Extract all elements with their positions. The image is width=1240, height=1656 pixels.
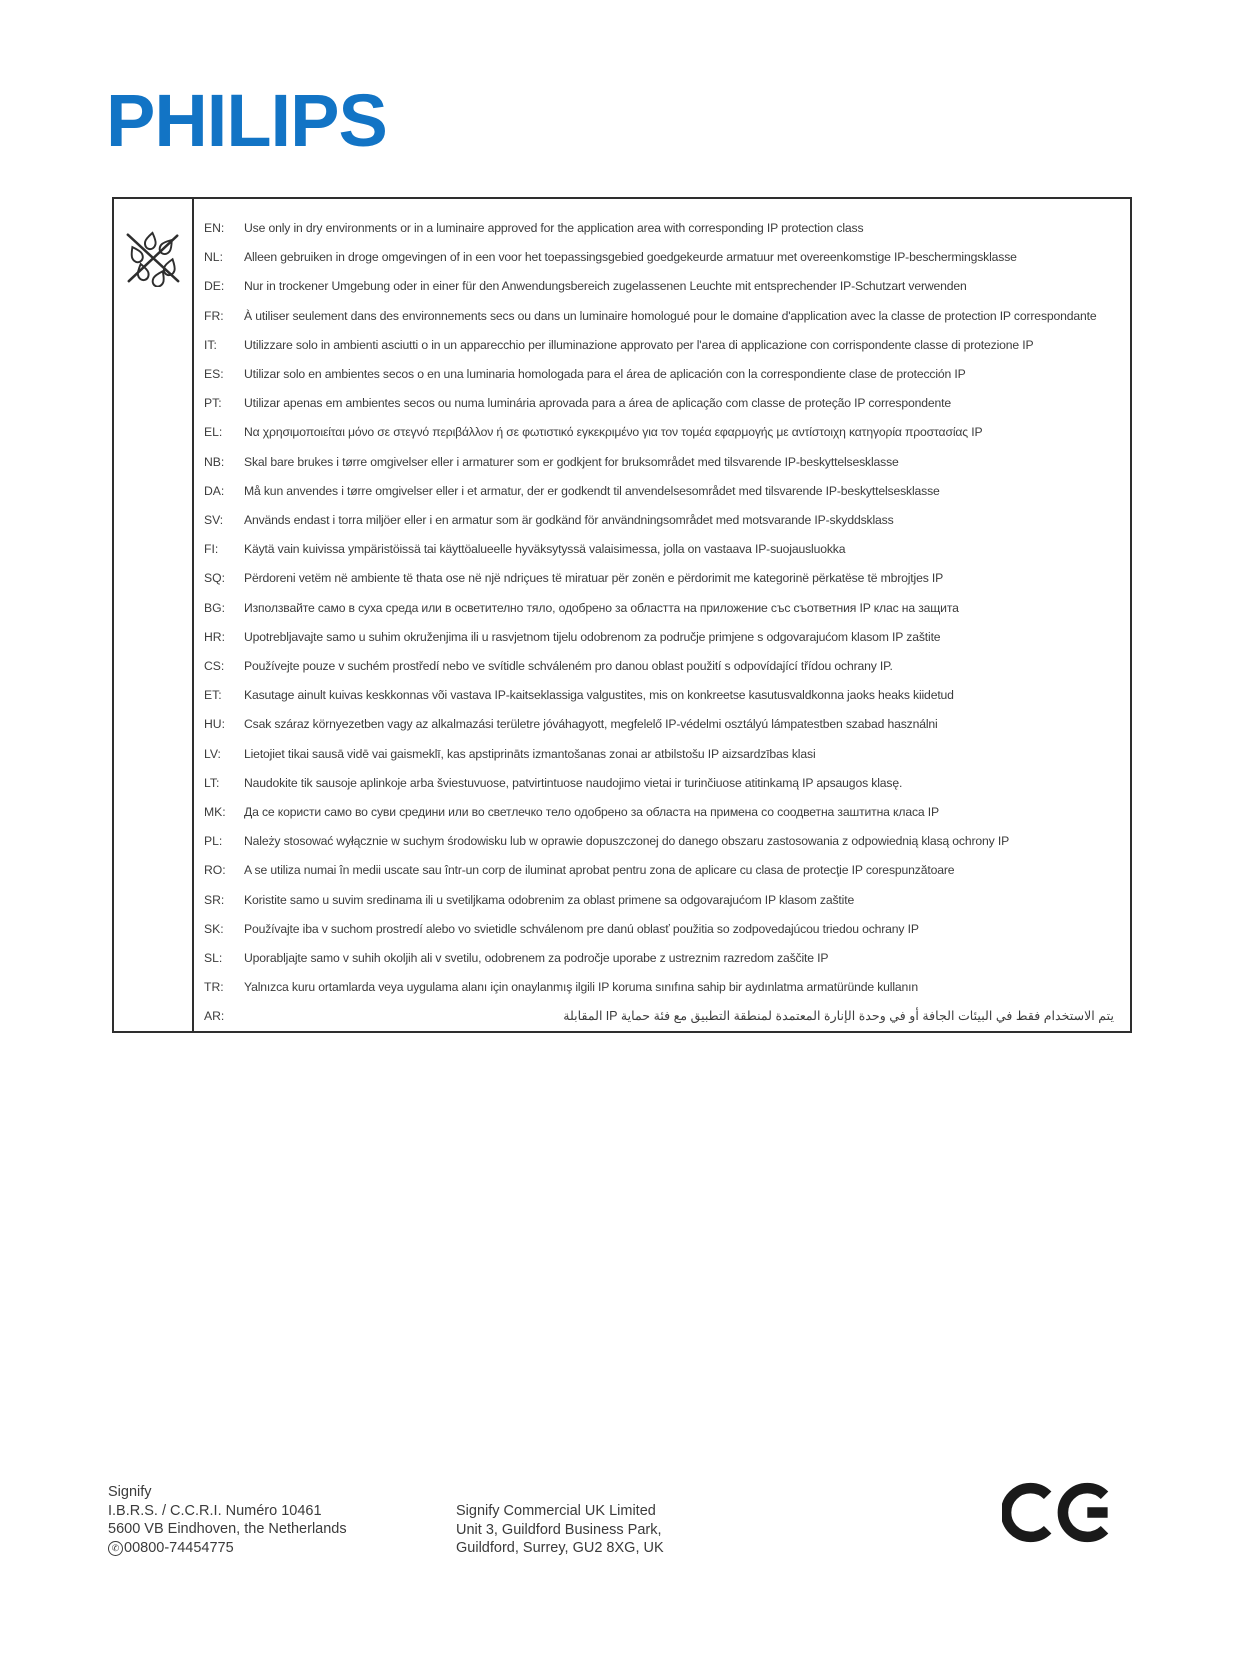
language-code: RO: <box>204 863 226 878</box>
language-code: EL: <box>204 425 223 440</box>
language-text: Používejte pouze v suchém prostředí nebo ve svítidle schváleném pro danou oblast použití s odpovídající třídou ochrany IP. <box>244 659 893 674</box>
language-text: Yalnızca kuru ortamlarda veya uygulama alanı için onaylanmış ilgili IP koruma sınıfına sahip bir aydınlatma armatüründe kullanın <box>244 980 919 995</box>
language-text: À utiliser seulement dans des environnements secs ou dans un luminaire homologué pour le domaine d'application avec la classe de protection IP correspondante <box>244 308 1097 323</box>
language-text: Përdoreni vetëm në ambiente të thata ose në një ndriçues të miratuar për zonën e përdorimit me kategorinë përkatëse të mbrojtjes IP <box>244 571 944 586</box>
language-code: SR: <box>204 892 225 907</box>
language-code: LV: <box>204 746 221 761</box>
table-row <box>204 448 1124 477</box>
table-row <box>204 681 1124 710</box>
language-text: Utilizzare solo in ambienti asciutti o in un apparecchio per illuminazione approvato per l'area di applicazione con corrispondente classe di protezione IP <box>244 337 1034 352</box>
language-text: Nur in trockener Umgebung oder in einer für den Anwendungsbereich zugelassenen Leuchte mit entsprechender IP-Schutzart verwenden <box>244 279 967 294</box>
table-row <box>204 798 1124 827</box>
table-row <box>204 915 1124 944</box>
language-code: SK: <box>204 921 224 936</box>
table-row <box>204 740 1124 769</box>
ibrs-line: I.B.R.S. / C.C.R.I. Numéro 10461 <box>108 1502 322 1519</box>
language-text: Utilizar solo en ambientes secos o en una luminaria homologada para el área de aplicación con la correspondiente clase de protección IP <box>244 367 966 382</box>
no-water-drops-icon <box>122 225 184 287</box>
language-text: Utilizar apenas em ambientes secos ou numa luminária aprovada para a área de aplicação com classe de proteção IP correspondente <box>244 396 951 411</box>
language-code: FR: <box>204 308 224 323</box>
language-code: DA: <box>204 483 225 498</box>
language-rows <box>194 199 1130 1031</box>
language-code: BG: <box>204 600 225 615</box>
language-text: Upotrebljavajte samo u suhim okruženjima ili u rasvjetnom tijelu odobrenom za područje primjene s odgovarajućom klasom IP zaštite <box>244 629 941 644</box>
footer-address-uk <box>456 1502 664 1558</box>
table-row <box>204 243 1124 272</box>
language-text: Use only in dry environments or in a luminaire approved for the application area with corresponding IP protection class <box>244 221 864 235</box>
language-code: SV: <box>204 513 224 528</box>
language-code: PT: <box>204 396 222 411</box>
table-row <box>204 418 1124 447</box>
language-code: TR: <box>204 980 224 995</box>
city-line: 5600 VB Eindhoven, the Netherlands <box>108 1521 347 1538</box>
table-row <box>204 214 1124 243</box>
phone-number: 00800-74454775 <box>124 1539 234 1556</box>
phone-line <box>108 1539 347 1558</box>
language-text: Må kun anvendes i tørre omgivelser eller i et armatur, der er godkendt til anvendelsesområdet med tilsvarende IP-beskyttelsesklasse <box>244 483 940 498</box>
language-code: EN: <box>204 221 225 235</box>
language-code: FI: <box>204 542 219 557</box>
language-code: IT: <box>204 337 217 352</box>
language-code: PL: <box>204 834 223 849</box>
language-text: Koristite samo u suvim sredinama ili u svetiljkama odobrenim za oblast primene sa odgovarajućom IP klasom zaštite <box>244 892 855 907</box>
language-text: Kasutage ainult kuivas keskkonnas või vastava IP-kaitseklassiga valgustites, mis on konkreetse kasutusvaldkonna jaoks heaks kiidetud <box>244 688 954 703</box>
language-text: Používajte iba v suchom prostredí alebo vo svietidle schválenom pre danú oblasť použitia so zodpovedajúcou triedou ochrany IP <box>244 921 919 936</box>
table-row <box>204 564 1124 593</box>
table-row <box>204 973 1124 1002</box>
table-row <box>204 535 1124 564</box>
language-code: ET: <box>204 688 222 703</box>
language-text: Csak száraz környezetben vagy az alkalmazási területre jóváhagyott, megfelelő IP-védelmi osztályú lámpatestben szabad használni <box>244 717 938 732</box>
table-row <box>204 710 1124 739</box>
table-row <box>204 272 1124 301</box>
language-text: Uporabljajte samo v suhih okoljih ali v svetilu, odobrenem za področje uporabe z ustreznim razredom zaščite IP <box>244 951 829 966</box>
phone-icon: ✆ <box>108 1541 123 1556</box>
language-text: Används endast i torra miljöer eller i en armatur som är godkänd för användningsområdet med motsvarande IP-skyddsklass <box>244 513 894 528</box>
language-text: يتم الاستخدام فقط في البيئات الجافة أو في وحدة الإنارة المعتمدة لمنطقة التطبيق مع فئة حماية IP المقابلة <box>563 1009 1114 1024</box>
table-row <box>204 827 1124 856</box>
language-code: SL: <box>204 951 223 966</box>
icon-cell <box>114 199 194 1031</box>
ce-mark-icon <box>1002 1480 1132 1545</box>
language-code: HU: <box>204 717 225 732</box>
language-code: ES: <box>204 367 224 382</box>
table-row <box>204 886 1124 915</box>
language-code: NB: <box>204 454 225 469</box>
language-code: LT: <box>204 775 220 790</box>
language-text: Käytä vain kuivissa ympäristöissä tai käyttöalueelle hyväksytyssä valaisimessa, jolla on vastaava IP-suojausluokka <box>244 542 846 557</box>
table-row <box>204 1002 1124 1031</box>
table-row <box>204 652 1124 681</box>
table-row <box>204 331 1124 360</box>
language-text: Lietojiet tikai sausā vidē vai gaismeklī, kas apstiprināts izmantošanas zonai ar atbilstošu IP aizsardzības klasi <box>244 746 816 761</box>
language-text: A se utiliza numai în medii uscate sau într-un corp de iluminat aprobat pentru zona de aplicare cu clasa de protecţie IP corespunzătoare <box>244 863 955 878</box>
language-code: AR: <box>204 1009 225 1024</box>
table-row <box>204 769 1124 798</box>
language-text: Να χρησιμοποιείται μόνο σε στεγνό περιβάλλον ή σε φωτιστικό εγκεκριμένο για τον τομέα εφαρμογής με αντίστοιχη κατηγορία προστασίας IP <box>244 425 983 440</box>
table-row <box>204 389 1124 418</box>
uk-company-name: Signify Commercial UK Limited <box>456 1503 656 1519</box>
table-row <box>204 623 1124 652</box>
uk-address-line2: Guildford, Surrey, GU2 8XG, UK <box>456 1540 664 1557</box>
language-text: Да се користи само во суви средини или во светлечко тело одобрено за областа на примена со соодветна заштитна класа IP <box>244 805 939 820</box>
table-row <box>204 302 1124 331</box>
language-text: Skal bare brukes i tørre omgivelser eller i armaturer som er godkjent for bruksområdet med tilsvarende IP-beskyttelsesklasse <box>244 454 899 469</box>
instructions-table <box>112 197 1132 1033</box>
language-text: Използвайте само в суха среда или в осветително тяло, одобрено за областта на приложение със съответния IP клас на защита <box>244 600 959 615</box>
table-row <box>204 944 1124 973</box>
language-code: MK: <box>204 805 226 820</box>
uk-address-line1: Unit 3, Guildford Business Park, <box>456 1521 662 1538</box>
language-code: DE: <box>204 279 225 294</box>
table-row <box>204 506 1124 535</box>
language-text: Należy stosować wyłącznie w suchym środowisku lub w oprawie dopuszczonej do danego obszaru zastosowania z odpowiednią klasą ochrony IP <box>244 834 1010 849</box>
language-code: CS: <box>204 659 225 674</box>
company-name: Signify <box>108 1484 152 1500</box>
language-code: SQ: <box>204 571 225 586</box>
language-text: Alleen gebruiken in droge omgevingen of in een voor het toepassingsgebied goedgekeurde armatuur met overeenkomstige IP-beschermingsklasse <box>244 250 1017 265</box>
table-row <box>204 360 1124 389</box>
language-code: NL: <box>204 250 223 265</box>
table-row <box>204 594 1124 623</box>
language-text: Naudokite tik sausoje aplinkoje arba šviestuvuose, patvirtintuose naudojimo vietai ir turinčiuose atitinkamą IP apsaugos klasę. <box>244 775 903 790</box>
footer-address-left <box>108 1483 347 1557</box>
philips-logo: PHILIPS <box>106 79 387 162</box>
table-row <box>204 477 1124 506</box>
language-code: HR: <box>204 629 225 644</box>
table-row <box>204 856 1124 885</box>
